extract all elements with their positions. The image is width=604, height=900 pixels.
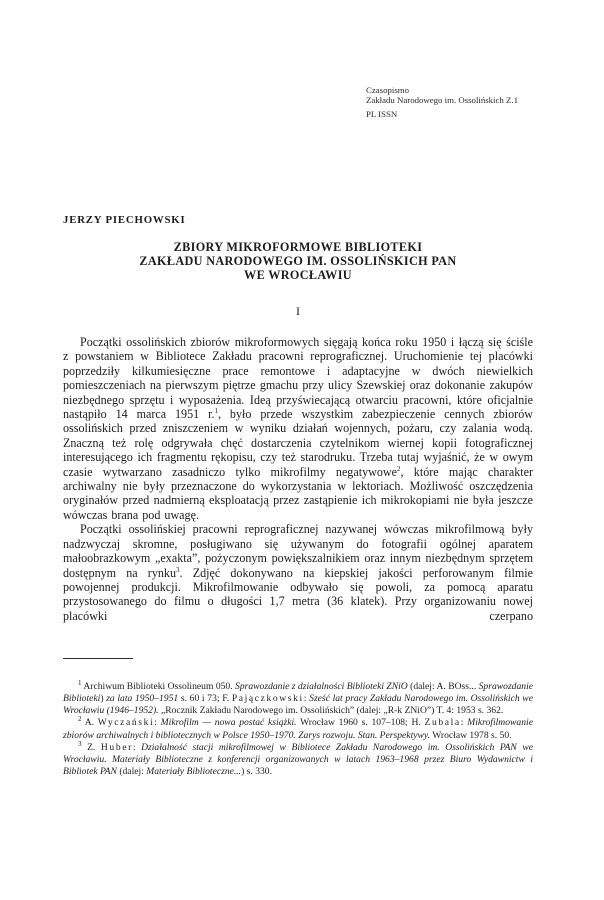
footnote-separator-rule bbox=[63, 658, 133, 659]
text-segment: Huber bbox=[100, 741, 133, 753]
text-segment: s. 60 i 73; F. bbox=[178, 693, 232, 705]
text-segment: Wrocław 1960 s. 107–108; H. bbox=[296, 717, 425, 729]
journal-imprint bbox=[366, 85, 518, 119]
text-segment: Wyczański bbox=[97, 717, 155, 729]
article-title bbox=[63, 241, 533, 283]
text-segment: ) s. 330. bbox=[241, 766, 273, 778]
imprint-line-issn: PL ISSN bbox=[366, 108, 398, 119]
text-segment: za lata 1950–1951 bbox=[106, 693, 179, 705]
footnote-reference-marker: 2 bbox=[397, 464, 401, 473]
text-segment: Początki ossolińskiej pracowni reprograficznej nazywanej wówczas mikrofilmową były nadzwyczaj skromne, posługiwano się używanym do fotografii ogólnej aparatem małoobrazkowym „exakta”, pożyczonym powiększalnikiem oraz innym niezbędnym sprzętem dostępnym na rynku bbox=[63, 522, 533, 580]
footnotes-section bbox=[63, 678, 533, 778]
text-segment: : bbox=[132, 741, 142, 753]
text-segment: Zubala bbox=[424, 717, 461, 729]
text-segment: Z. bbox=[81, 741, 101, 753]
paragraph-2 bbox=[63, 522, 533, 623]
text-segment: , było przede wszystkim zabezpieczenie cennych zbiorów ossolińskich przed zniszczeniem w wyniku działań wojennych, pożaru, czy zalania wodą. Znaczną też rolę odgrywała chęć dostarczenia czytelnikom wiernej kopii fotograficznej interesującego ich fragmentu rękopisu, czy też starodruku. Trzeba tutaj wyjaśnić, że w owym czasie wytwarzano zasadniczo tylko mikrofilmy negatywowe bbox=[63, 407, 533, 479]
text-segment: (dalej: bbox=[116, 766, 147, 778]
section-number: I bbox=[296, 304, 300, 318]
text-segment: Mikrofilm — nowa postać książki. bbox=[160, 717, 297, 729]
text-segment: Pajączkowski bbox=[231, 693, 304, 705]
title-line-3: WE WROCŁAWIU bbox=[244, 267, 352, 282]
footnote-1 bbox=[63, 678, 533, 717]
footnote-reference-marker: 3 bbox=[78, 739, 82, 748]
text-segment: : bbox=[460, 717, 468, 729]
text-segment: „Rocznik Zakładu Narodowego im. Ossolińskich” (dalej: „R-k ZNiO”) T. 4: 1953 s. 362. bbox=[158, 705, 504, 717]
footnote-reference-marker: 3 bbox=[176, 565, 180, 574]
text-segment: , które mając charakter archiwalny nie były przeznaczone do wykorzystania w lektoriach. Możliwość oszczędzenia oryginałów przed nadmierną eksploatacją przez zastąpienie ich mikrokopiami nie była jeszcze wówczas brana pod uwagę. bbox=[63, 464, 533, 522]
footnote-reference-marker: 2 bbox=[78, 715, 82, 724]
text-segment: : bbox=[303, 693, 310, 705]
paragraph-1 bbox=[63, 335, 533, 522]
text-segment: Sprawozdanie Biblioteki bbox=[63, 681, 533, 705]
text-segment: Początki ossolińskich zbiorów mikroformowych sięgają końca roku 1950 i łączą się ściśle z powstaniem w Bibliotece Zakładu pracowni reprograficznej. Uruchomienie tej placówki poprzedziły kilkumiesięczne prace remontowe i adaptacyjne w dwóch niewielkich pomieszczeniach na pierwszym piętrze gmachu przy ulicy Szewskiej oraz dokonanie zakupów niezbędnego sprzętu i wyposażenia. Ideą przyświecającą otwarciu pracowni, które oficjalnie nastąpiło 14 marca 1951 r. bbox=[63, 335, 533, 422]
title-line-2: ZAKŁADU NARODOWEGO IM. OSSOLIŃSKICH PAN bbox=[139, 253, 457, 268]
text-segment: Sześć lat pracy Zakładu Narodowego im. Ossolińskich we Wrocławiu (1946–1952). bbox=[63, 693, 533, 717]
text-segment: A. bbox=[81, 717, 98, 729]
text-segment: : bbox=[154, 717, 161, 729]
text-segment: Mikrofilmowanie zbiorów archiwalnych i bibliotecznych w Polsce 1950–1970. Zarys rozwoju. Stan. Perspektywy. bbox=[63, 717, 533, 741]
text-segment: (dalej: A. BOss... bbox=[407, 681, 479, 692]
footnote-3 bbox=[63, 739, 533, 778]
text-segment: Materiały Biblioteczne... bbox=[146, 766, 242, 778]
author-name: JERZY PIECHOWSKI bbox=[63, 214, 186, 226]
text-segment: Archiwum Biblioteki Ossolineum 050. bbox=[81, 681, 236, 692]
text-segment: Sprawozdanie z działalności Biblioteki ZNiO bbox=[235, 681, 408, 692]
imprint-line-journal: Czasopismo bbox=[366, 85, 410, 95]
text-segment: . Zdjęć dokonywano na kiepskiej jakości perforowanym filmie powojennej produkcji. Mikrofilmowanie odbywało się powoli, za pomocą aparatu przystosowanego do filmu o długości 1,7 metra (36 klatek). Przy organizowaniu nowej placówki czerpano bbox=[63, 565, 533, 623]
imprint-line-institution: Zakładu Narodowego im. Ossolińskich Z.1 bbox=[366, 95, 518, 106]
text-segment: ) bbox=[100, 693, 107, 705]
text-segment: Działalność stacji mikrofilmowej w Bibliotece Zakładu Narodowego im. Ossolińskich PAN we Wrocławiu. Materiały Biblioteczne z konferencji organizowanych w latach 1963–1968 przez Biuro Wydawnictw i Bibliotek PAN bbox=[63, 741, 533, 778]
title-line-1: ZBIORY MIKROFORMOWE BIBLIOTEKI bbox=[173, 240, 423, 254]
text-segment: Wrocław 1978 s. 50. bbox=[430, 729, 512, 741]
footnote-reference-marker: 1 bbox=[78, 678, 82, 687]
footnote-reference-marker: 1 bbox=[214, 407, 218, 415]
article-body bbox=[63, 335, 533, 623]
footnote-2 bbox=[63, 717, 533, 741]
